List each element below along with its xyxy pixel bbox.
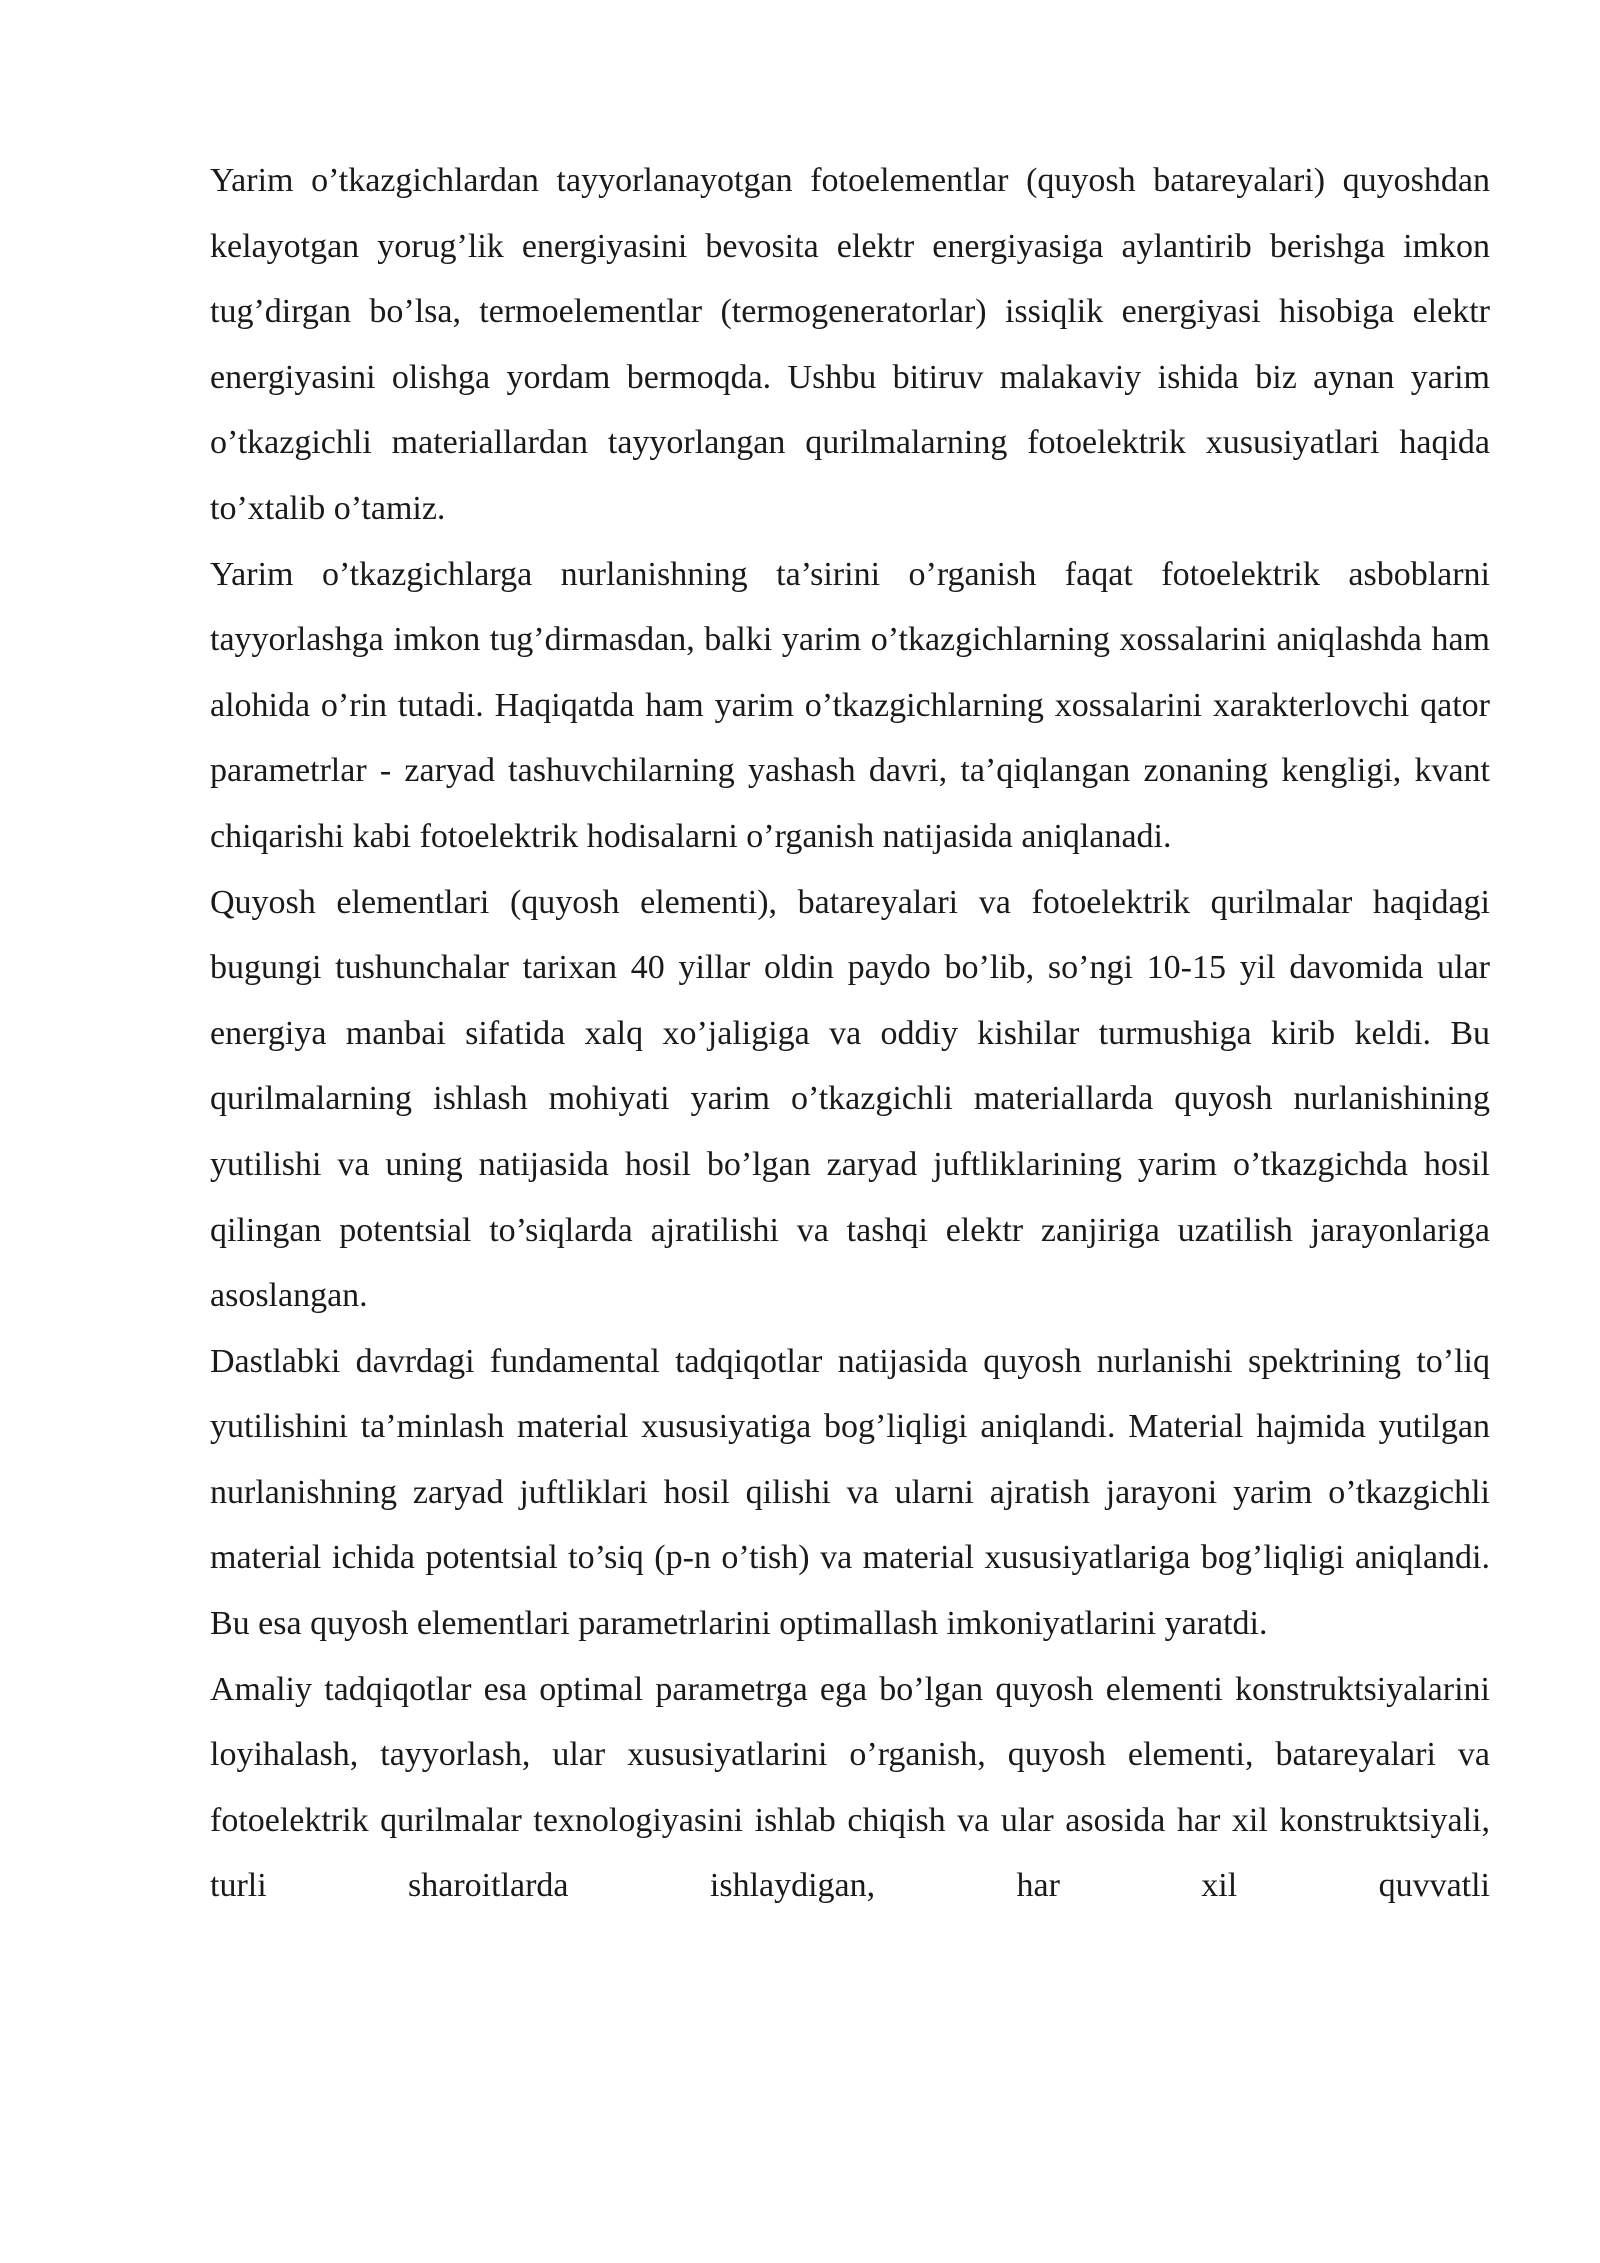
paragraph-3: Quyosh elementlari (quyosh elementi), batareyalari va fotoelektrik qurilmalar haqidagi bugungi tushunchalar tarixan 40 yillar oldin paydo bo’lib, so’ngi 10-15 yil davomida ular energiya manbai sifatida xalq xo’jaligiga va oddiy kishilar turmushiga kirib keldi. Bu qurilmalarning ishlash mohiyati yarim o’tkazgichli materiallarda quyosh nurlanishining yutilishi va uning natijasida hosil bo’lgan zaryad juftliklarining yarim o’tkazgichda hosil qilingan potentsial to’siqlarda ajratilishi va tashqi elektr zanjiriga uzatilish jarayonlariga asoslangan. xyxy=(210,883,1490,1315)
paragraph-1: Yarim o’tkazgichlardan tayyorlanayotgan fotoelementlar (quyosh batareyalari) quyoshdan kelayotgan yorug’lik energiyasini bevosita elektr energiyasiga aylantirib berishga imkon tug’dirgan bo’lsa, termoelementlar (termogeneratorlar) issiqlik energiyasi hisobiga elektr energiyasini olishga yordam bermoqda. Ushbu bitiruv malakaviy ishida biz aynan yarim o’tkazgichli materiallardan tayyorlangan qurilmalarning fotoelektrik xususiyatlari haqida to’xtalib o’tamiz. xyxy=(210,162,1490,527)
document-body xyxy=(210,148,1490,1919)
paragraph-4: Dastlabki davrdagi fundamental tadqiqotlar natijasida quyosh nurlanishi spektrining to’liq yutilishini ta’minlash material xususiyatiga bog’liqligi aniqlandi. Material hajmida yutilgan nurlanishning zaryad juftliklari hosil qilishi va ularni ajratish jarayoni yarim o’tkazgichli material ichida potentsial to’siq (p-n o’tish) va material xususiyatlariga bog’liqligi aniqlandi. Bu esa quyosh elementlari parametrlarini optimallash imkoniyatlarini yaratdi. xyxy=(210,1342,1490,1643)
paragraph-5: Amaliy tadqiqotlar esa optimal parametrga ega bo’lgan quyosh elementi konstruktsiyalarini loyihalash, tayyorlash, ular xususiyatlarini o’rganish, quyosh elementi, batareyalari va fotoelektrik qurilmalar texnologiyasini ishlab chiqish va ular asosida har xil konstruktsiyali, turli sharoitlarda ishlaydigan, har xil quvvatli xyxy=(210,1670,1490,1905)
paragraph-2: Yarim o’tkazgichlarga nurlanishning ta’sirini o’rganish faqat fotoelektrik asboblarni tayyorlashga imkon tug’dirmasdan, balki yarim o’tkazgichlarning xossalarini aniqlashda ham alohida o’rin tutadi. Haqiqatda ham yarim o’tkazgichlarning xossalarini xarakterlovchi qator parametrlar - zaryad tashuvchilarning yashash davri, ta’qiqlangan zonaning kengligi, kvant chiqarishi kabi fotoelektrik hodisalarni o’rganish natijasida aniqlanadi. xyxy=(210,555,1490,855)
